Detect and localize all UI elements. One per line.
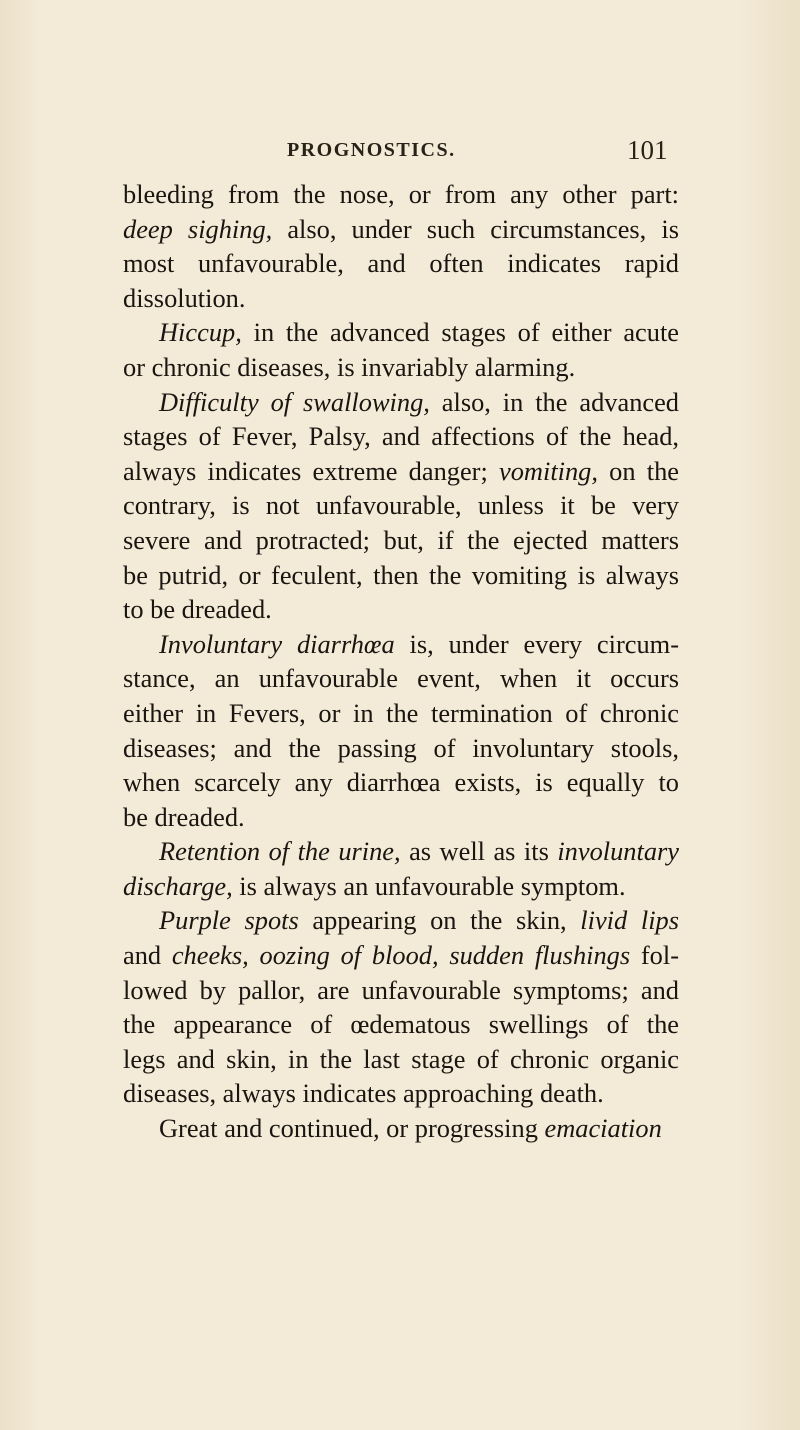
text-run: appearing on the skin, <box>298 905 581 936</box>
text-line: be dreaded. <box>123 801 245 832</box>
text-run: is always an unfavourable symptom. <box>232 870 626 901</box>
italic-phrase: Hiccup, <box>159 317 242 348</box>
text-line <box>123 834 679 869</box>
text-line <box>123 938 679 973</box>
text-line: dissolution. <box>123 282 246 313</box>
text-line <box>123 315 679 350</box>
text-line <box>123 1111 679 1146</box>
text-run: fol- <box>630 940 679 971</box>
page-number: 101 <box>627 135 668 165</box>
italic-phrase: cheeks, oozing of blood, sudden flushings <box>171 940 631 971</box>
text-run: and <box>123 940 172 971</box>
italic-phrase: discharge, <box>123 870 233 901</box>
italic-phrase: Retention of the urine, <box>159 836 401 867</box>
text-line: bleeding from the nose, or from any other part: <box>123 179 679 209</box>
running-head: PROGNOSTICS. <box>287 139 456 161</box>
text-line <box>123 212 679 247</box>
italic-phrase: vomiting, <box>499 455 598 486</box>
text-run: is, under every circum- <box>394 628 679 659</box>
text-run: as well as its <box>400 836 558 867</box>
italic-phrase: Purple spots <box>159 905 299 936</box>
text-line: stages of Fever, Palsy, and affections of the head, <box>123 421 679 452</box>
text-line: contrary, is not unfavourable, unless it be very <box>123 490 679 521</box>
text-line: diseases, always indicates approaching death. <box>123 1078 604 1109</box>
italic-phrase: livid lips <box>580 905 679 936</box>
text-line <box>123 385 679 420</box>
text-line: severe and protracted; but, if the ejected matters <box>123 524 679 555</box>
text-line: when scarcely any diarrhœa exists, is equally to <box>123 767 679 798</box>
italic-phrase: Involuntary diarrhœa <box>159 628 395 659</box>
text-line: legs and skin, in the last stage of chronic organic <box>123 1043 679 1074</box>
text-line <box>123 869 679 904</box>
italic-phrase: emaciation <box>544 1113 662 1144</box>
text-line: the appearance of œdematous swellings of the <box>123 1009 679 1040</box>
text-line <box>123 627 679 662</box>
text-line: diseases; and the passing of involuntary stools, <box>123 732 679 763</box>
text-line <box>123 454 679 489</box>
italic-phrase: involuntary <box>557 836 679 867</box>
text-line: stance, an unfavourable event, when it occurs <box>123 663 679 694</box>
text-run: in the advanced stages of either acute <box>241 317 679 348</box>
text-line <box>123 903 679 938</box>
text-line: lowed by pallor, are unfavourable symptoms; and <box>123 974 679 1005</box>
text-line: or chronic diseases, is invariably alarming. <box>123 351 576 382</box>
text-line: either in Fevers, or in the termination of chronic <box>123 697 679 728</box>
text-line: be putrid, or feculent, then the vomiting is always <box>123 559 679 590</box>
text-run: also, under such circumstances, is <box>272 213 679 244</box>
body-text <box>123 177 679 1146</box>
text-run: also, in the advanced <box>429 386 680 417</box>
text-run: on the <box>597 455 680 486</box>
page-header <box>0 135 800 175</box>
text-run: Great and continued, or progressing <box>159 1113 545 1144</box>
text-line: to be dreaded. <box>123 594 272 625</box>
italic-phrase: deep sighing, <box>123 213 273 244</box>
text-line: most unfavourable, and often indicates rapid <box>123 248 679 279</box>
text-run: always indicates extreme danger; <box>123 455 500 486</box>
italic-phrase: Difficulty of swallowing, <box>159 386 430 417</box>
